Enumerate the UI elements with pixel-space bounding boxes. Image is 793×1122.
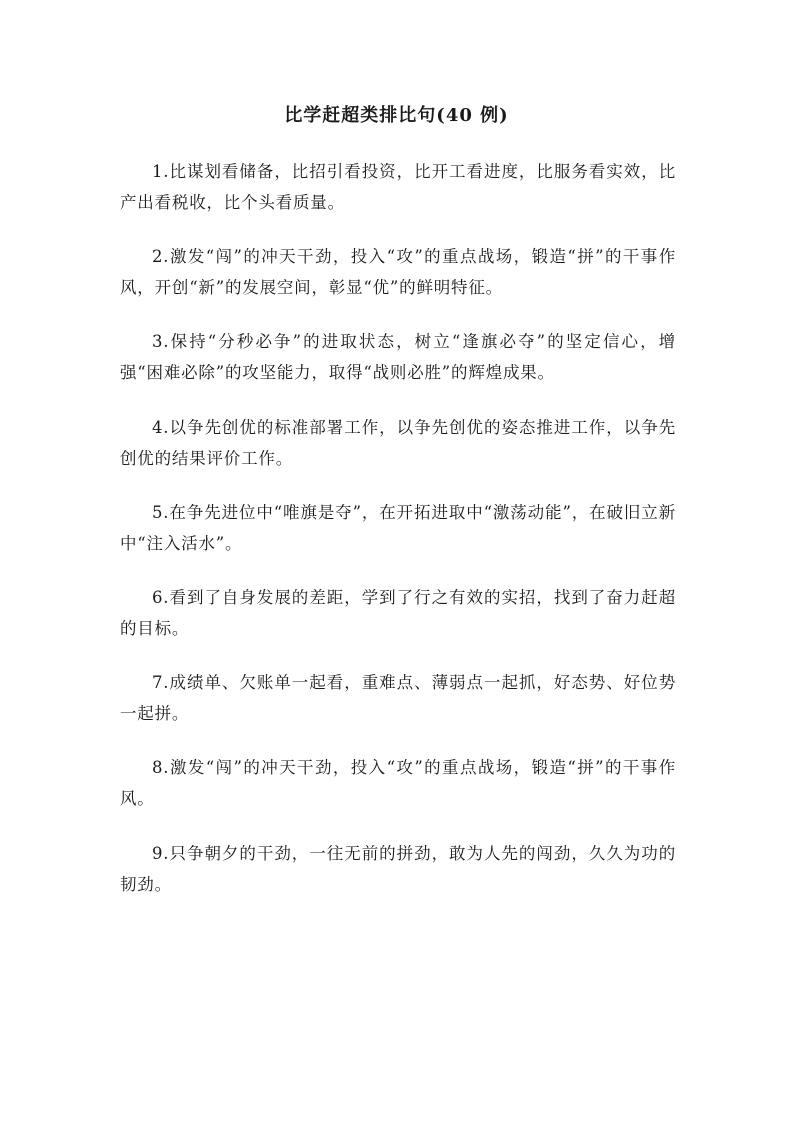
document-title: 比学赶超类排比句(40 例) — [284, 105, 509, 126]
list-item: 4.以争先创优的标准部署工作，以争先创优的姿态推进工作，以争先创优的结果评价工作。 — [120, 417, 676, 468]
list-item: 1.比谋划看储备，比招引看投资，比开工看进度，比服务看实效，比产出看税收，比个头看质量。 — [120, 162, 676, 212]
paragraph-list — [120, 156, 676, 923]
list-item: 2.激发“闯”的冲天干劲，投入“攻”的重点战场，锻造“拼”的干事作风，开创“新”的发展空间，彰显“优”的鲜明特征。 — [120, 247, 676, 298]
list-item: 8.激发“闯”的冲天干劲，投入“攻”的重点战场，锻造“拼”的干事作风。 — [120, 758, 676, 809]
list-item: 6.看到了自身发展的差距，学到了行之有效的实招，找到了奋力赶超的目标。 — [120, 587, 676, 638]
list-item: 3.保持“分秒必争”的进取状态，树立“逢旗必夺”的坚定信心，增强“困难必除”的攻坚能力，取得“战则必胜”的辉煌成果。 — [120, 332, 676, 383]
list-item: 5.在争先进位中“唯旗是夺”，在开拓进取中“激荡动能”，在破旧立新中“注入活水”。 — [120, 502, 676, 553]
list-item: 9.只争朝夕的干劲，一往无前的拼劲，敢为人先的闯劲，久久为功的韧劲。 — [120, 843, 676, 894]
list-item: 7.成绩单、欠账单一起看，重难点、薄弱点一起抓，好态势、好位势一起拼。 — [120, 673, 676, 724]
